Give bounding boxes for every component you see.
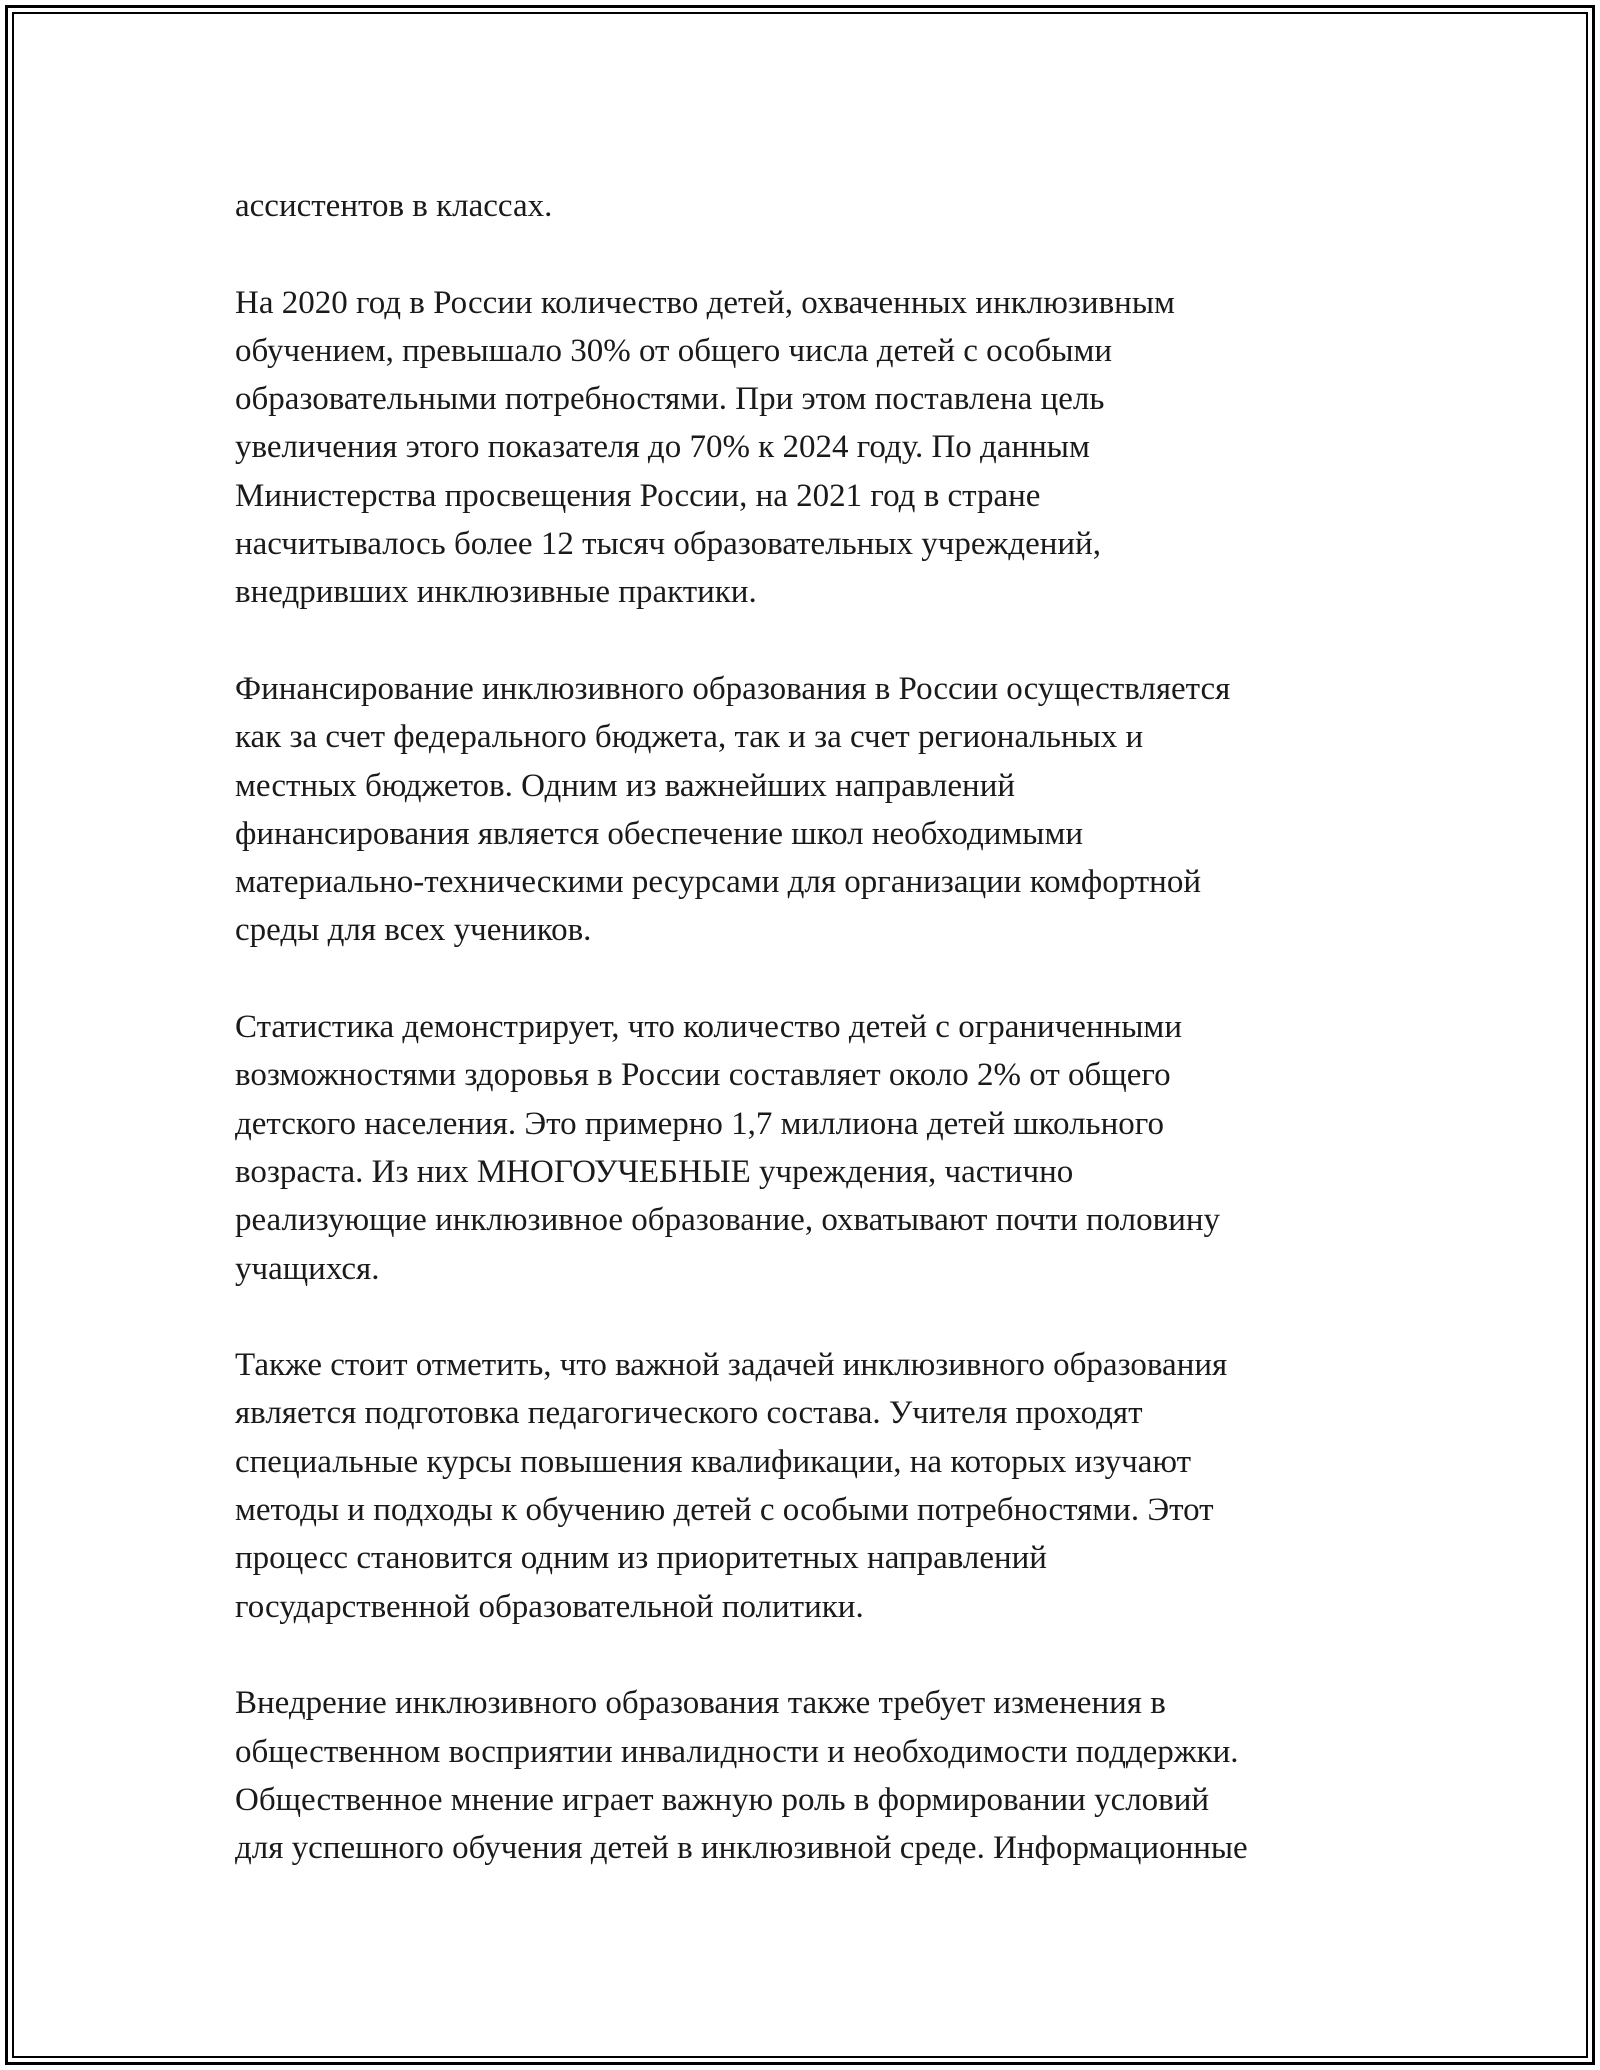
text-line: как за счет федерального бюджета, так и за счет региональных и	[235, 719, 1144, 756]
paragraph-3	[235, 665, 1375, 955]
text-line: является подготовка педагогического состава. Учителя проходят	[235, 1395, 1143, 1432]
paragraph-gap	[235, 1631, 1375, 1679]
document-body	[235, 182, 1375, 1872]
text-line: Внедрение инклюзивного образования также требует изменения в	[235, 1685, 1166, 1722]
text-line: финансирования является обеспечение школ необходимыми	[235, 815, 1084, 852]
paragraph-6	[235, 1679, 1375, 1872]
text-line: местных бюджетов. Одним из важнейших направлений	[235, 767, 1016, 804]
text-line: Статистика демонстрирует, что количество детей с ограниченными	[235, 1009, 1182, 1046]
text-line: На 2020 год в России количество детей, охваченных инклюзивным	[235, 284, 1175, 321]
text-line: насчитывалось более 12 тысяч образовательных учреждений,	[235, 526, 1101, 563]
text-line: Общественное мнение играет важную роль в формировании условий	[235, 1781, 1210, 1818]
text-line: для успешного обучения детей в инклюзивной среде. Информационные	[235, 1830, 1248, 1867]
text-line: ассистентов в классах.	[235, 188, 553, 224]
text-line: Министерства просвещения России, на 2021 год в стране	[235, 477, 1041, 514]
text-line: возраста. Из них МНОГОУЧЕБНЫЕ учреждения, частично	[235, 1153, 1074, 1190]
text-line: образовательными потребностями. При этом поставлена цель	[235, 381, 1105, 418]
text-line: процесс становится одним из приоритетных направлений	[235, 1540, 1047, 1577]
paragraph-gap	[235, 955, 1375, 1003]
text-line: увеличения этого показателя до 70% к 2024 году. По данным	[235, 429, 1090, 466]
paragraph-5	[235, 1341, 1375, 1631]
text-line: детского населения. Это примерно 1,7 миллиона детей школьного	[235, 1105, 1164, 1142]
paragraph-gap	[235, 1293, 1375, 1341]
paragraph-1	[235, 182, 1375, 230]
text-line: методы и подходы к обучению детей с особыми потребностями. Этот	[235, 1492, 1214, 1529]
text-line: возможностями здоровья в России составляет около 2% от общего	[235, 1057, 1171, 1094]
text-line: общественном восприятии инвалидности и необходимости поддержки.	[235, 1733, 1239, 1770]
text-line: Финансирование инклюзивного образования в России осуществляется	[235, 670, 1231, 707]
text-line: государственной образовательной политики.	[235, 1588, 864, 1625]
paragraph-2	[235, 279, 1375, 617]
paragraph-gap	[235, 617, 1375, 665]
text-line: реализующие инклюзивное образование, охватывают почти половину	[235, 1202, 1221, 1239]
text-line: внедривших инклюзивные практики.	[235, 574, 757, 611]
paragraph-4	[235, 1003, 1375, 1293]
text-line: Также стоит отметить, что важной задачей инклюзивного образования	[235, 1347, 1228, 1384]
text-line: учащихся.	[235, 1250, 380, 1287]
paragraph-gap	[235, 230, 1375, 278]
text-line: специальные курсы повышения квалификации, на которых изучают	[235, 1443, 1192, 1480]
text-line: среды для всех учеников.	[235, 912, 592, 949]
text-line: обучением, превышало 30% от общего числа детей с особыми	[235, 332, 1113, 369]
text-line: материально-техническими ресурсами для организации комфортной	[235, 864, 1202, 901]
